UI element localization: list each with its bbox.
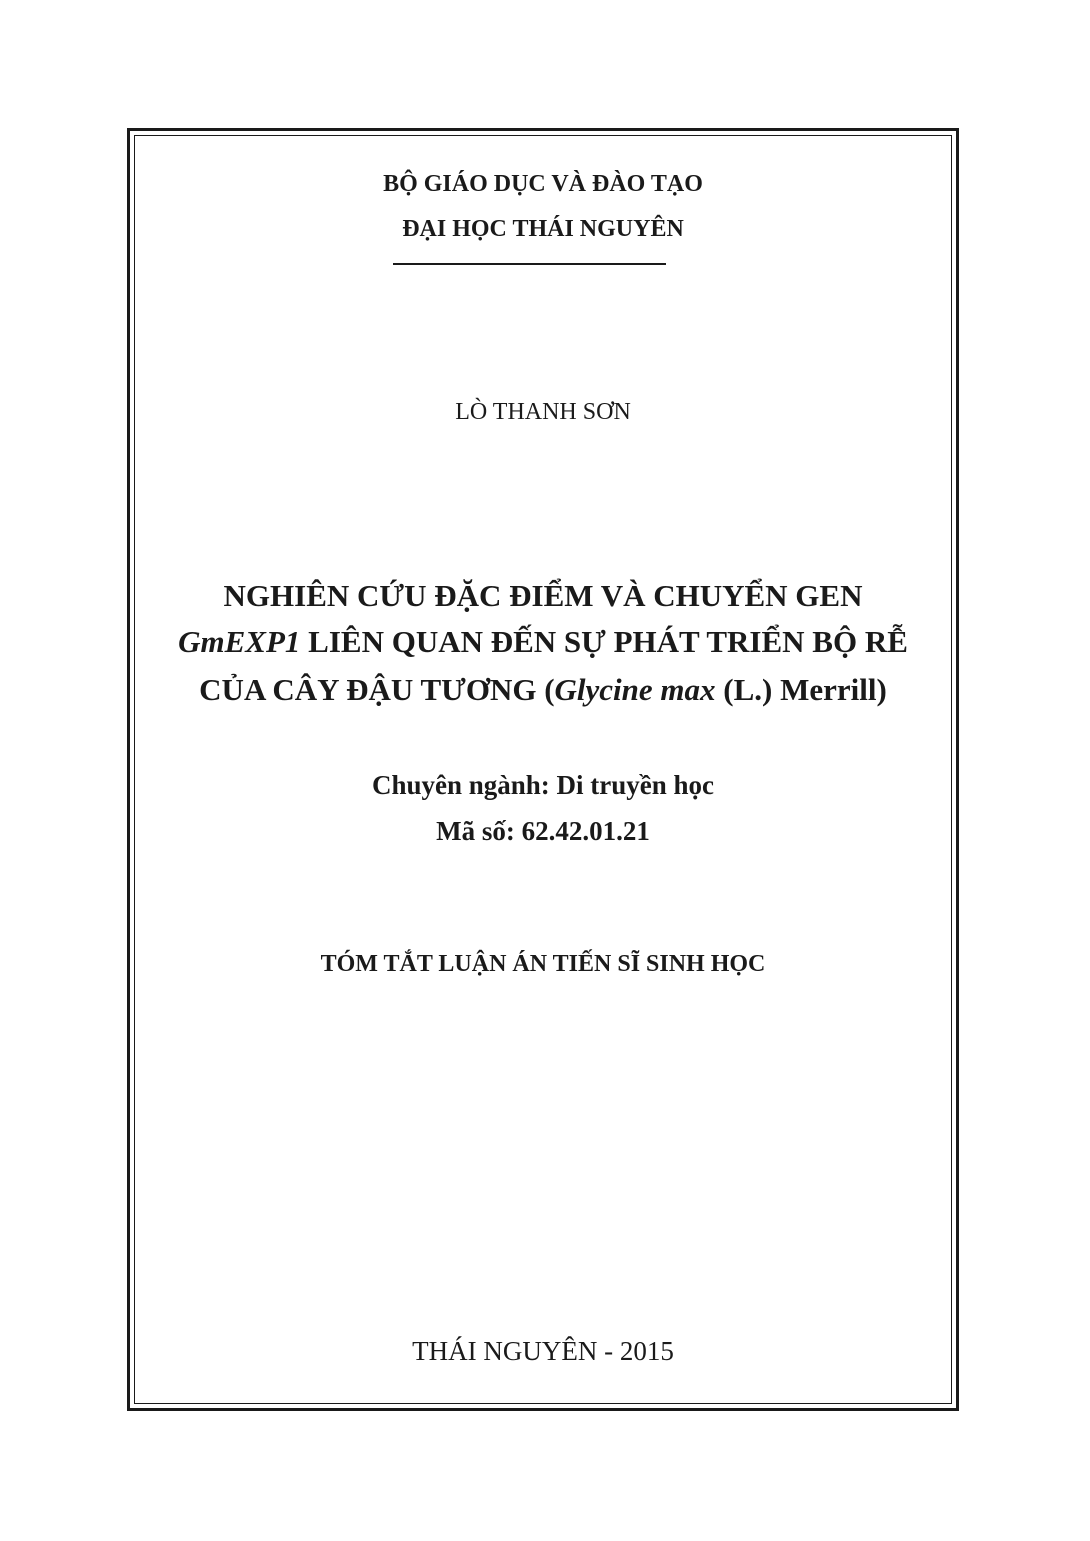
university-name: ĐẠI HỌC THÁI NGUYÊN	[402, 216, 684, 242]
title-text: NGHIÊN CỨU ĐẶC ĐIỂM VÀ CHUYỂN GEN	[223, 578, 863, 613]
title-text: (L.) Merrill)	[715, 672, 887, 707]
title-text: CỦA CÂY ĐẬU TƯƠNG (	[199, 672, 555, 707]
ministry-name: BỘ GIÁO DỤC VÀ ĐÀO TẠO	[383, 171, 703, 197]
thesis-title-line-3	[134, 672, 952, 708]
document-type: TÓM TẮT LUẬN ÁN TIẾN SĨ SINH HỌC	[320, 951, 766, 977]
gene-name: GmEXP1	[178, 624, 301, 659]
thesis-title-line-2	[134, 624, 952, 660]
header-divider	[393, 263, 666, 265]
author-name: LÒ THANH SƠN	[455, 399, 631, 425]
species-name: Glycine max	[554, 672, 716, 707]
title-text: LIÊN QUAN ĐẾN SỰ PHÁT TRIỂN BỘ RỄ	[300, 624, 908, 659]
place-and-year: THÁI NGUYÊN - 2015	[412, 1336, 674, 1366]
major-label: Chuyên ngành: Di truyền học	[371, 770, 715, 800]
major-code: Mã số: 62.42.01.21	[436, 816, 650, 846]
thesis-title-line-1	[134, 578, 952, 614]
